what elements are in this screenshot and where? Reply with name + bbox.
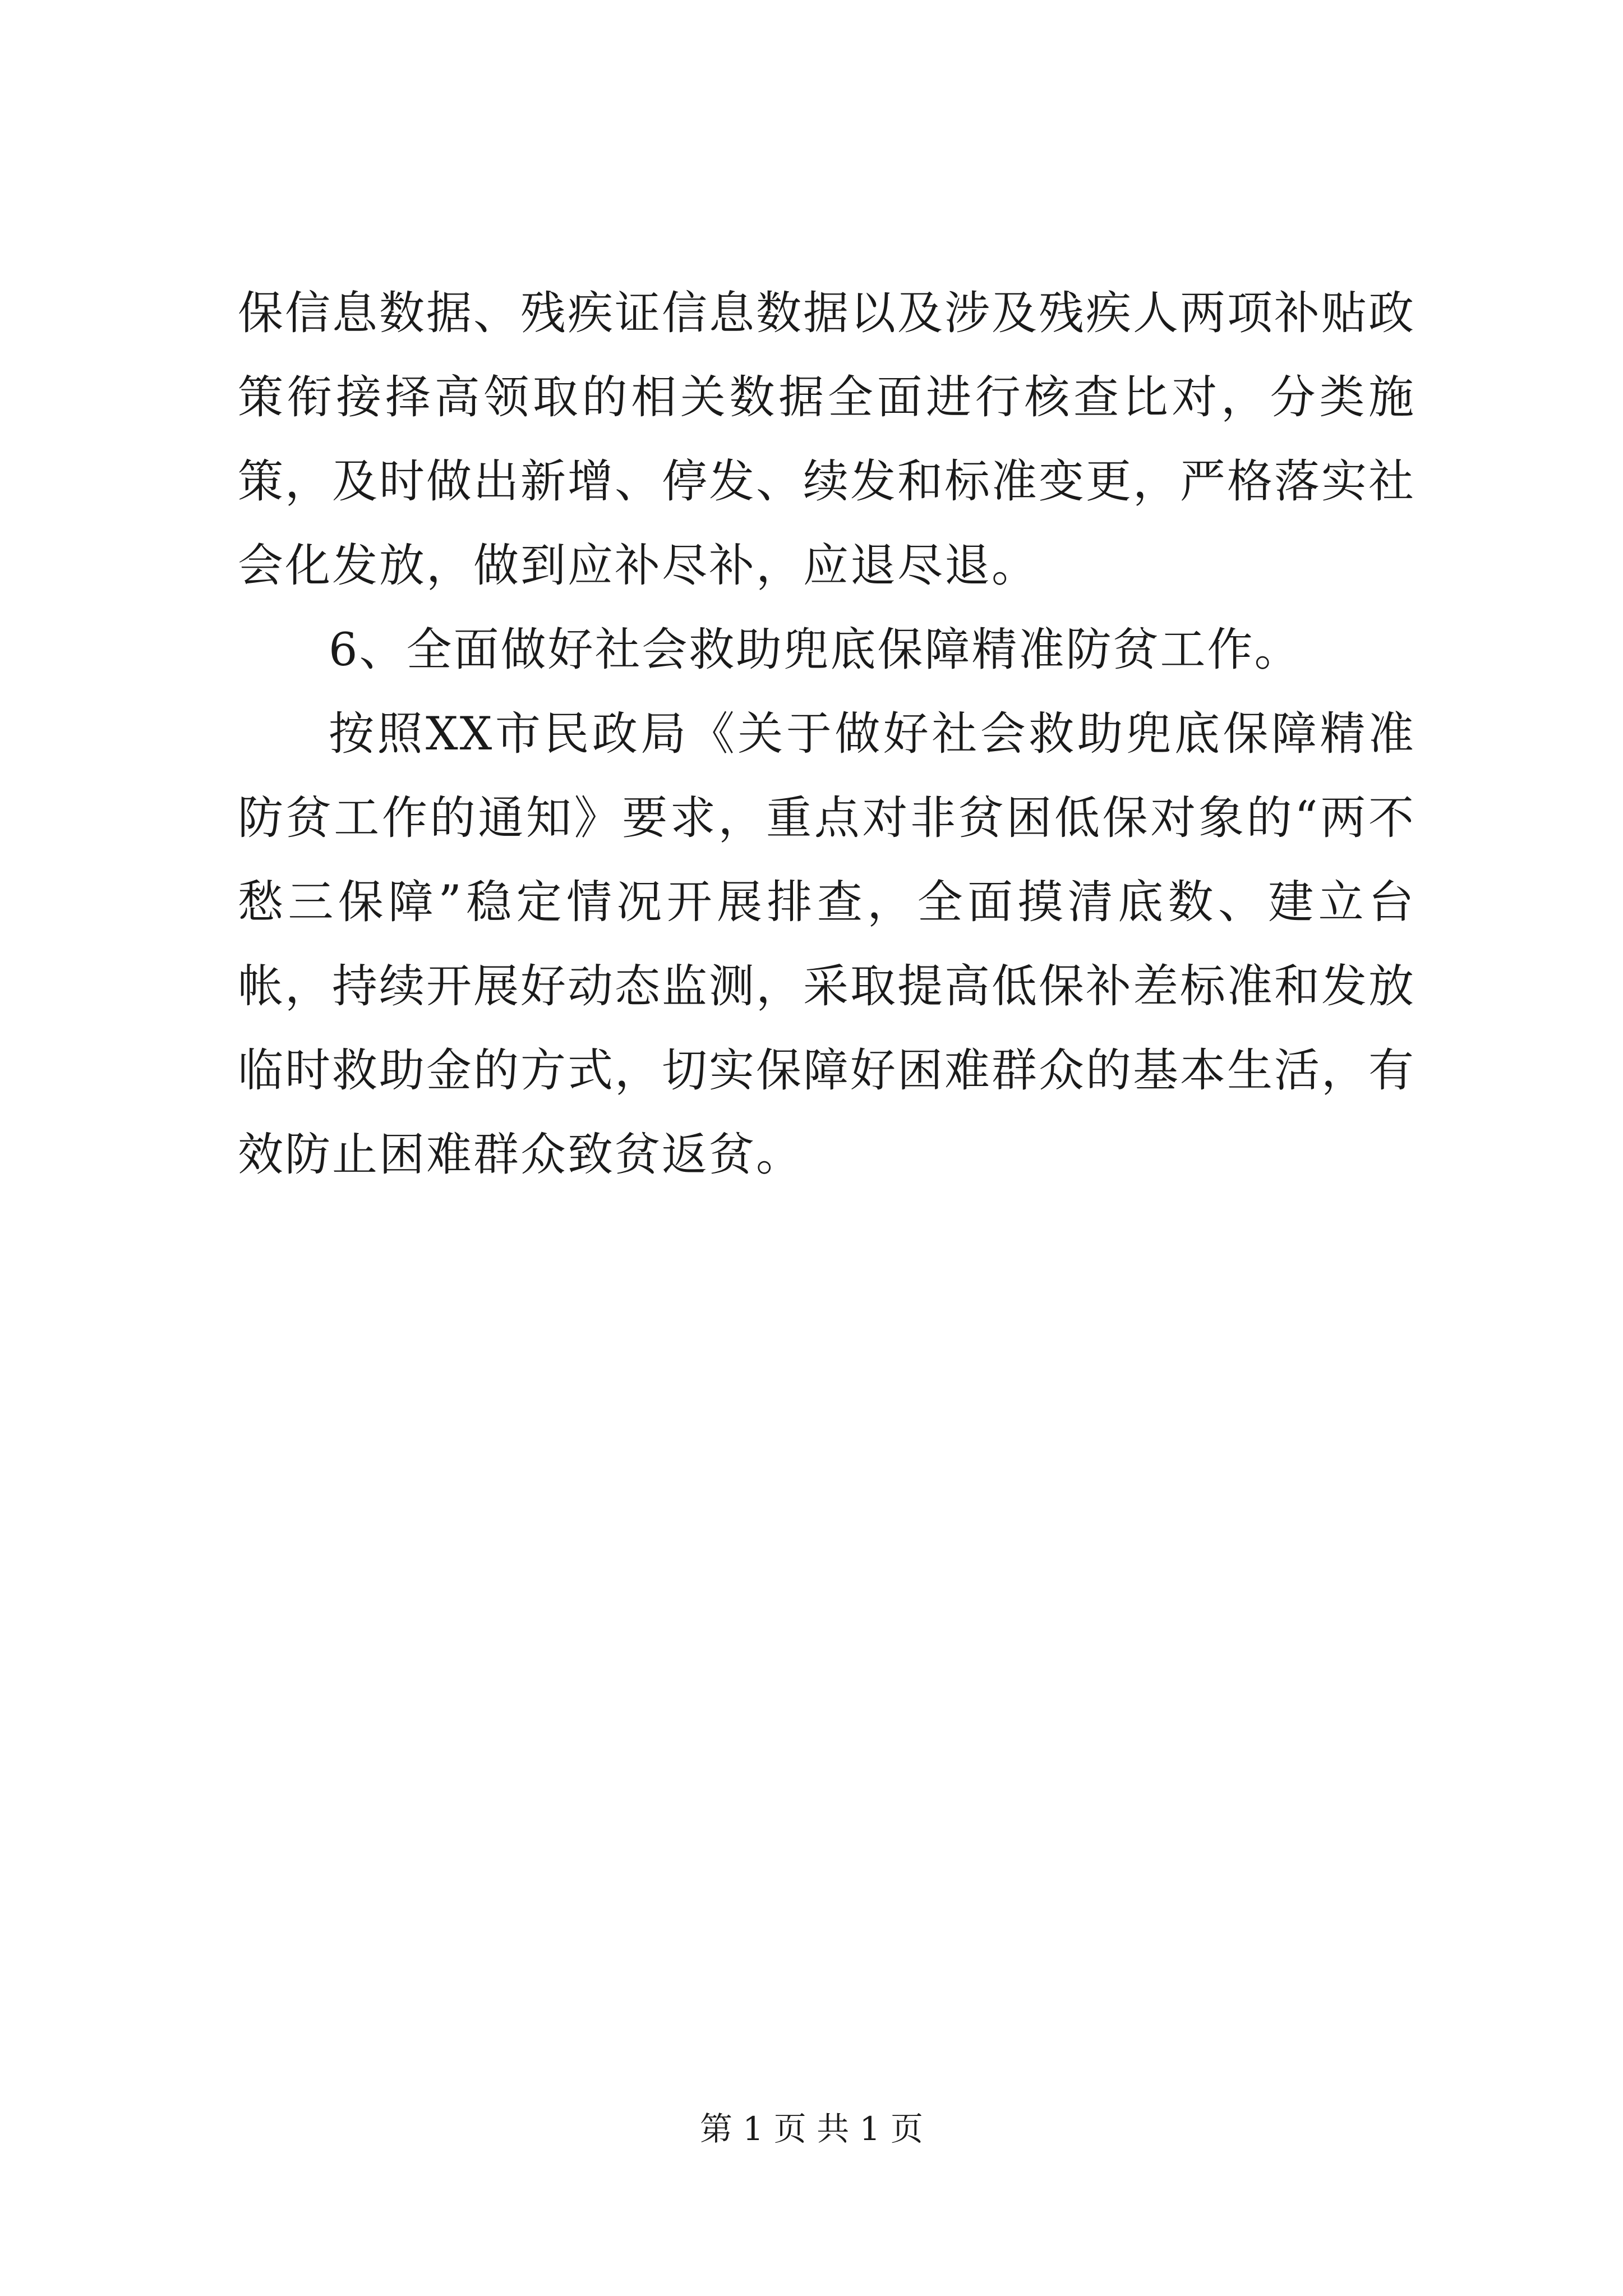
section-heading-6: 6、全面做好社会救助兜底保障精准防贫工作。 [329, 624, 1302, 677]
page-footer: 第 1 页 共 1 页 [700, 2110, 923, 2148]
paragraph-continuation: 保信息数据、残疾证信息数据以及涉及残疾人两项补贴政策衔接择高领取的相关数据全面进行核查比对，分类施策，及时做出新增、停发、续发和标准变更，严格落实社会化发放，做到应补尽补，应退尽退。 [238, 287, 1416, 592]
document-body [238, 272, 1415, 1197]
paragraph-section-6: 按照XX市民政局《关于做好社会救助兜底保障精准防贫工作的通知》要求，重点对非贫困低保对象的“两不愁三保障”稳定情况开展排查，全面摸清底数、建立台帐，持续开展好动态监测，采取提高低保补差标准和发放临时救助金的方式，切实保障好困难群众的基本生活，有效防止困难群众致贫返贫。 [238, 708, 1416, 1181]
